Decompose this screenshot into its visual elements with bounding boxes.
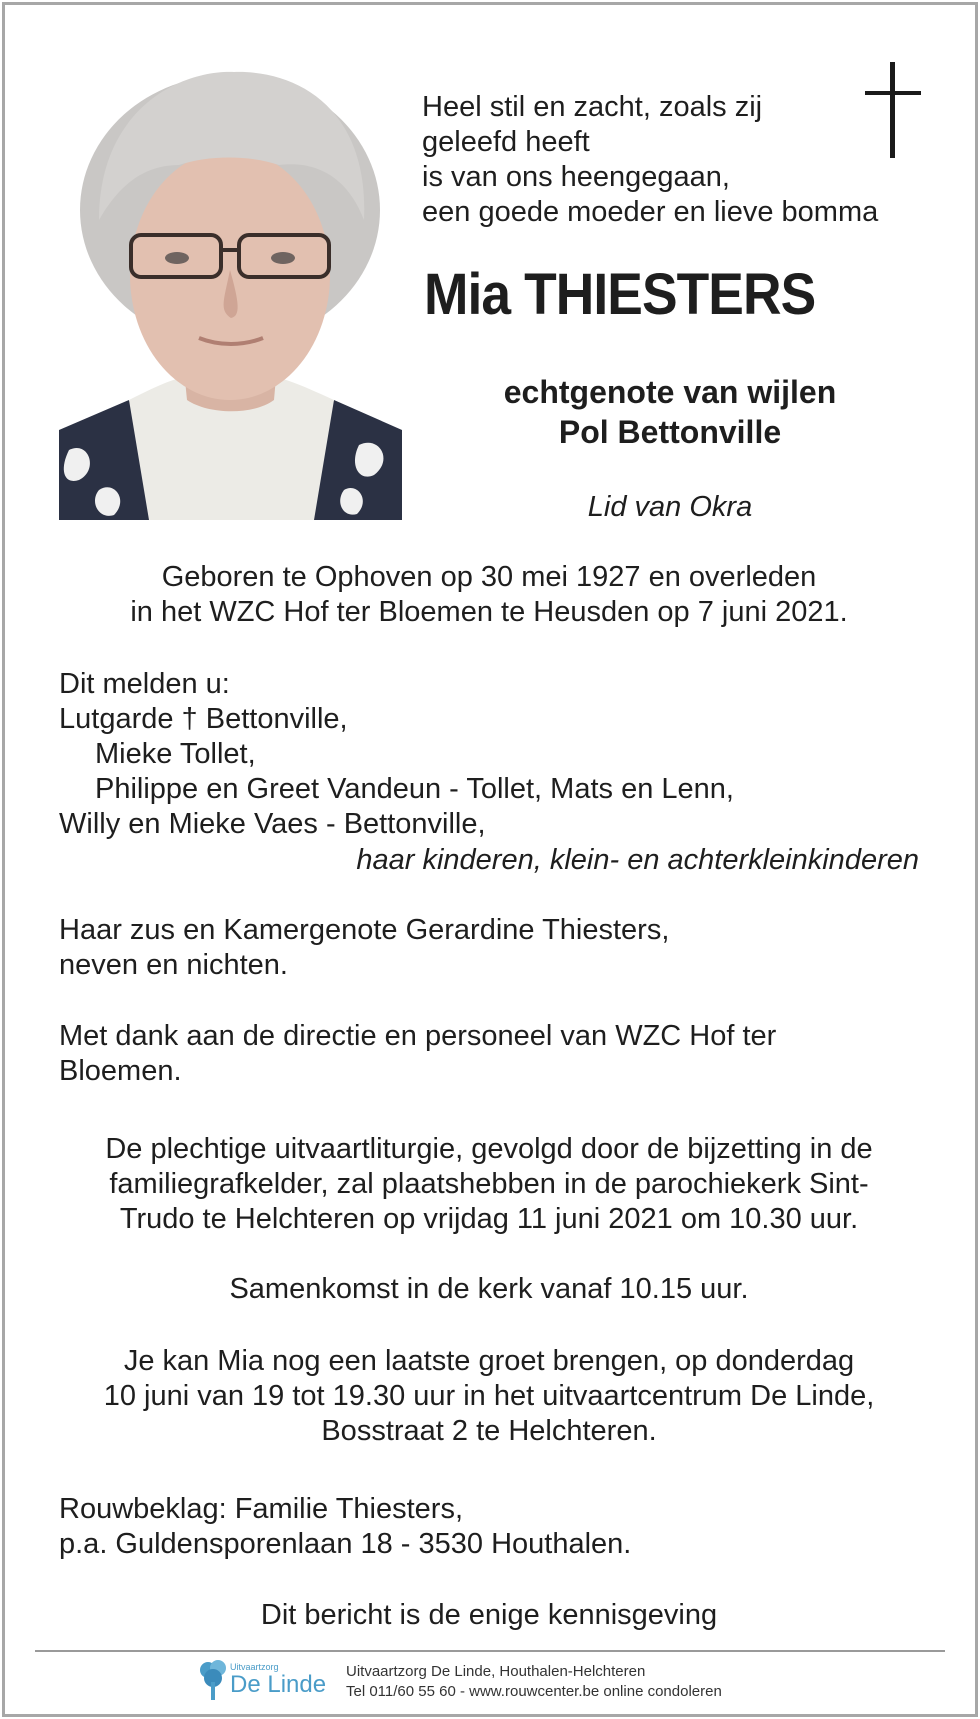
de-linde-logo <box>198 1658 333 1704</box>
notice-line: Dit bericht is de enige kennisgeving <box>260 1599 718 1631</box>
birth-death-line: in het WZC Hof ter Bloemen te Heusden op 7 juni 2021. <box>130 596 848 628</box>
mourning-address <box>59 1492 631 1562</box>
poem-line: geleefd heeft <box>422 126 590 158</box>
thanks-line: Met dank aan de directie en personeel van WZC Hof ter <box>59 1020 777 1052</box>
thanks <box>59 1019 776 1089</box>
poem <box>422 90 878 230</box>
logo-big-text: De Linde <box>230 1671 327 1698</box>
tree-icon <box>198 1658 228 1704</box>
visitation-info <box>59 1344 919 1449</box>
birth-death-line: Geboren te Ophoven op 30 mei 1927 en overleden <box>161 561 817 593</box>
funeral-line: familiegrafkelder, zal plaatshebben in de parochiekerk Sint- <box>109 1168 869 1200</box>
spouse-info <box>430 372 910 452</box>
visitation-line: 10 juni van 19 tot 19.30 uur in het uitvaartcentrum De Linde, <box>103 1380 875 1412</box>
poem-line: een goede moeder en lieve bomma <box>422 196 879 228</box>
address-line: p.a. Guldensporenlaan 18 - 3530 Houthalen. <box>59 1528 632 1560</box>
funeral-line: Trudo te Helchteren op vrijdag 11 juni 2021 om 10.30 uur. <box>119 1203 859 1235</box>
poem-line: Heel stil en zacht, zoals zij <box>422 91 763 123</box>
address-line: Rouwbeklag: Familie Thiesters, <box>59 1493 464 1525</box>
relatives <box>59 913 669 983</box>
footer-line: Uitvaartzorg De Linde, Houthalen-Helchteren <box>346 1663 646 1680</box>
relatives-line: neven en nichten. <box>59 949 288 981</box>
footer-divider <box>35 1650 945 1652</box>
announcer-name: Willy en Mieke Vaes - Bettonville, <box>59 808 486 840</box>
announcers-intro: Dit melden u: <box>59 668 230 700</box>
spouse-line: echtgenote van wijlen <box>503 374 837 410</box>
announcer-name: Lutgarde † Bettonville, <box>59 703 348 735</box>
membership: Lid van Okra <box>587 491 753 523</box>
footer-contact <box>346 1662 722 1702</box>
announcer-name: Mieke Tollet, <box>95 738 256 770</box>
funeral-info <box>59 1132 919 1237</box>
birth-death-info <box>59 560 919 630</box>
funeral-line: De plechtige uitvaartliturgie, gevolgd door de bijzetting in de <box>105 1133 873 1165</box>
relation-line: haar kinderen, klein- en achterkleinkinderen <box>356 844 919 876</box>
poem-line: is van ons heengegaan, <box>422 161 730 193</box>
announcer-name: Philippe en Greet Vandeun - Tollet, Mats en Lenn, <box>95 773 734 805</box>
visitation-line: Je kan Mia nog een laatste groet brengen, op donderdag <box>123 1345 855 1377</box>
footer-line: Tel 011/60 55 60 - www.rouwcenter.be online condoleren <box>346 1683 722 1700</box>
thanks-line: Bloemen. <box>59 1055 182 1087</box>
deceased-name: Mia THIESTERS <box>424 262 816 327</box>
spouse-line: Pol Bettonville <box>558 414 782 450</box>
logo-small-text: Uitvaartzorg <box>230 1662 279 1672</box>
relatives-line: Haar zus en Kamergenote Gerardine Thiesters, <box>59 914 670 946</box>
portrait-photo <box>59 70 402 520</box>
gathering-info: Samenkomst in de kerk vanaf 10.15 uur. <box>229 1273 749 1305</box>
announcers <box>59 667 734 842</box>
visitation-line: Bosstraat 2 te Helchteren. <box>321 1415 657 1447</box>
